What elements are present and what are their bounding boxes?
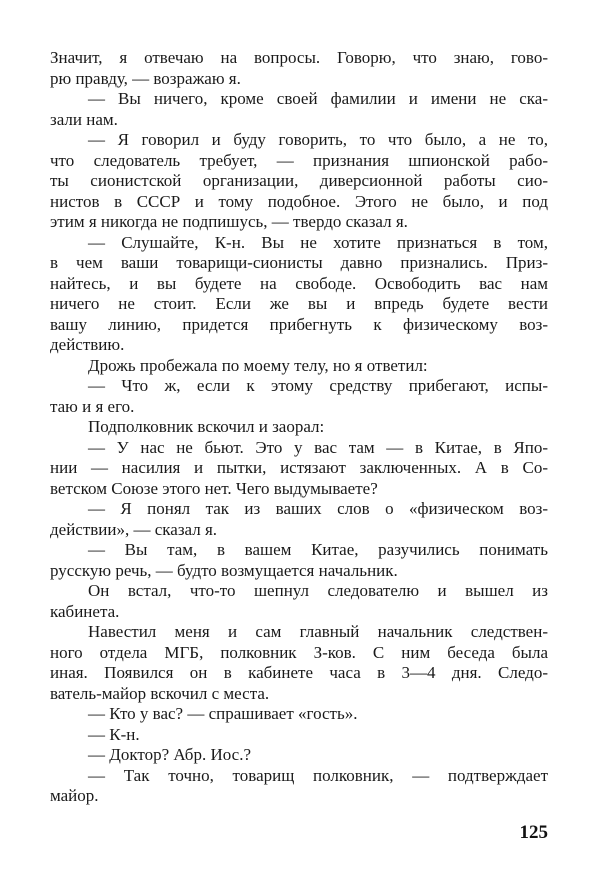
- text-line: Он встал, что-то шепнул следователю и вышел из: [88, 581, 548, 600]
- text-line: иная. Появился он в кабинете часа в 3—4 дня. Следо-: [50, 663, 548, 682]
- page-number: 125: [519, 822, 548, 843]
- text-line: этим я никогда не подпишусь, — твердо сказал я.: [50, 212, 408, 231]
- text-line: нистов в СССР и тому подобное. Этого не было, и под: [50, 191, 548, 211]
- text-line: — Я говорил и буду говорить, то что было, а не то,: [88, 130, 548, 149]
- text-line: что следователь требует, — признания шпионской рабо-: [50, 150, 548, 170]
- text-line: ничего не стоит. Если же вы и впредь будете вести: [50, 294, 548, 313]
- text-line: ветском Союзе этого нет. Чего выдумываете?: [50, 478, 378, 498]
- text-line: — Я понял так из ваших слов о «физическом воз-: [88, 499, 548, 518]
- text-line: таю и я его.: [50, 396, 135, 416]
- text-line: майор.: [50, 786, 99, 805]
- text-line: кабинета.: [50, 601, 120, 621]
- text-line: — Доктор? Абр. Иос.?: [88, 745, 251, 764]
- text-line: — Слушайте, К-н. Вы не хотите признаться в том,: [88, 232, 548, 252]
- text-line: ватель-майор вскочил с места.: [50, 683, 270, 703]
- text-line: найтесь, и вы будете на свободе. Освободить вас нам: [50, 273, 548, 293]
- text-line: Дрожь пробежала по моему телу, но я ответил:: [88, 355, 428, 375]
- text-line: в чем ваши товарищи-сионисты давно признались. Приз-: [50, 253, 548, 272]
- text-line: зали нам.: [50, 109, 118, 129]
- text-line: ного отдела МГБ, полковник З-ков. С ним беседа была: [50, 642, 548, 662]
- text-line: Значит, я отвечаю на вопросы. Говорю, что знаю, гово-: [50, 48, 548, 67]
- text-line: Навестил меня и сам главный начальник следствен-: [88, 622, 548, 641]
- text-line: — Кто у вас? — спрашивает «гость».: [88, 704, 358, 723]
- text-line: действии», — сказал я.: [50, 519, 218, 539]
- text-line: действию.: [50, 335, 125, 354]
- text-line: ты сионистской организации, диверсионной работы сио-: [50, 171, 548, 190]
- text-line: нии — насилия и пытки, истязают заключенных. А в Со-: [50, 458, 548, 477]
- text-line: — Вы там, в вашем Китае, разучились понимать: [88, 540, 548, 559]
- text-line: — Так точно, товарищ полковник, — подтверждает: [88, 765, 548, 785]
- text-line: Подполковник вскочил и заорал:: [88, 417, 325, 436]
- text-line: рю правду, — возражаю я.: [50, 68, 241, 88]
- text-line: вашу линию, придется прибегнуть к физическому воз-: [50, 314, 548, 334]
- text-line: русскую речь, — будто возмущается начальник.: [50, 560, 398, 580]
- text-line: — Вы ничего, кроме своей фамилии и имени не ска-: [88, 89, 548, 108]
- page-body-text: [50, 48, 548, 807]
- text-line: — Что ж, если к этому средству прибегают, испы-: [88, 376, 548, 395]
- text-line: — К-н.: [88, 724, 140, 744]
- text-line: — У нас не бьют. Это у вас там — в Китае, в Япо-: [88, 437, 548, 457]
